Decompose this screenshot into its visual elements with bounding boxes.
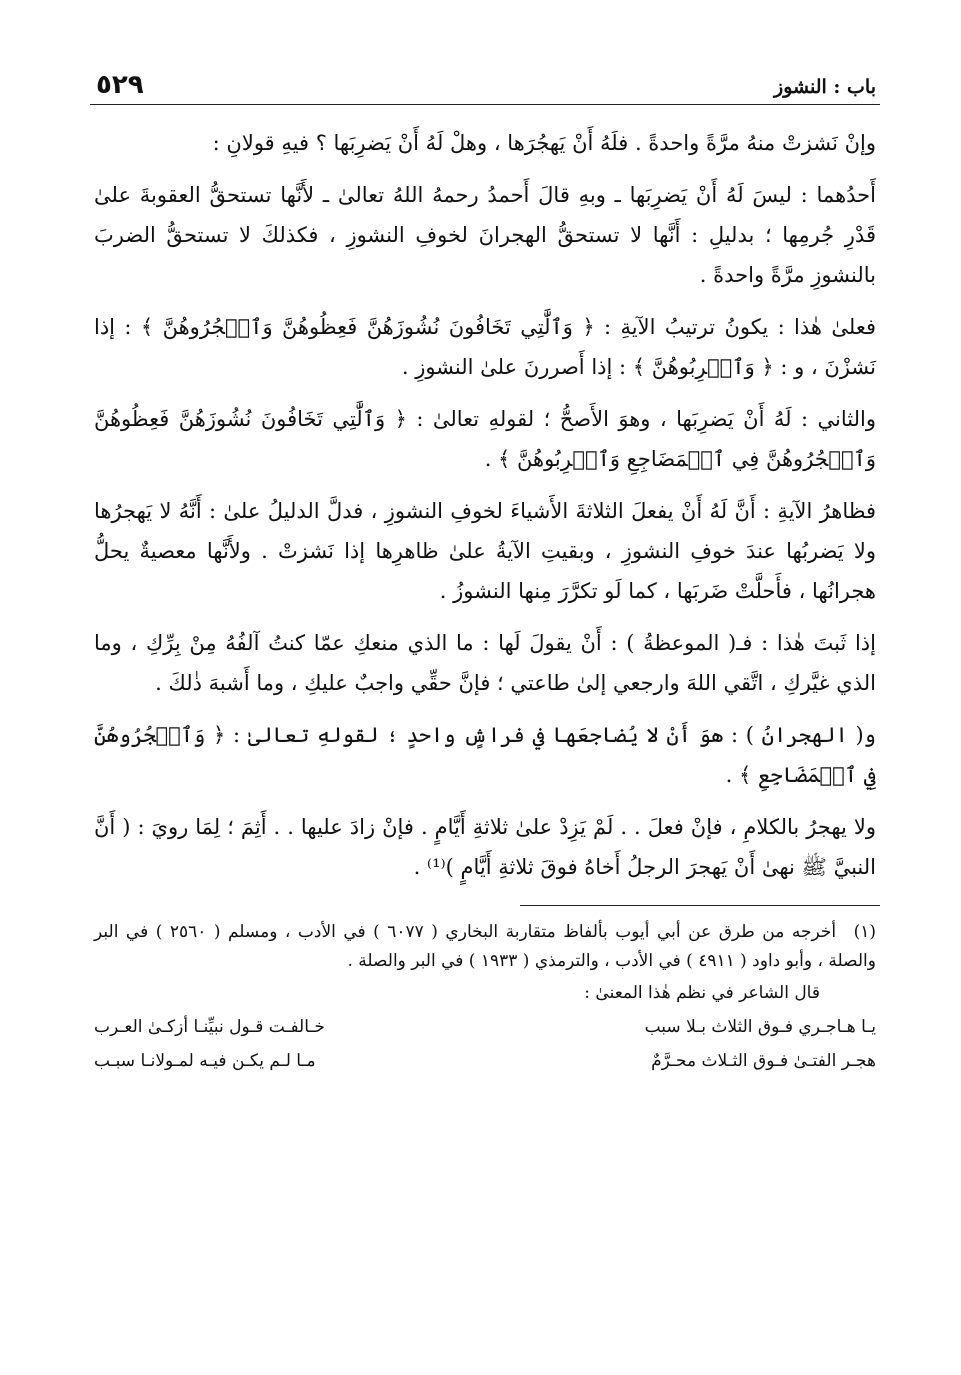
footnote bbox=[90, 918, 880, 976]
verse-second-hemistich: مـا لـم يكـن فيـه لمـولانـا سبـب bbox=[94, 1051, 316, 1071]
verse-first-hemistich: يـا هـاجـري فـوق الثلاث بـلا سبب bbox=[644, 1017, 876, 1037]
paragraph: إذا ثَبتَ هٰذا : فـ( الموعظةُ ) : أَنْ يقولَ لَها : ما الذي منعكِ عمّا كنتُ آلفُهُ مِنْ بِرِّكِ ، وما الذي غيَّركِ ، اتَّقي اللهَ وارجعي إلىٰ طاعتي ؛ فإنَّ حقِّي واجبٌ عليكِ ، وما أَشبهَ ذٰلكَ . bbox=[94, 631, 876, 695]
poem bbox=[90, 1010, 880, 1078]
footnote-text: أخرجه من طرق عن أبي أيوب بألفاظ متقاربة البخاري ( ٦٠٧٧ ) في الأدب ، ومسلم ( ٢٥٦٠ ) في البر والصلة ، وأبو داود ( ٤٩١١ ) في الأدب ، والترمذي ( ١٩٣٣ ) في البر والصلة . bbox=[94, 922, 876, 971]
paragraph: فظاهرُ الآيةِ : أَنَّ لَهُ أَنْ يفعلَ الثلاثةَ الأَشياءَ لخوفِ النشوزِ ، فدلَّ الدليلُ علىٰ : أَنَّهُ لا يَهجرُها ولا يَضربُها عندَ خوفِ النشوزِ ، وبقيتِ الآيةُ علىٰ ظاهرِها إذا نَشزتْ . ولأَنَّها معصيةٌ يحلُّ هجرانُها ، فأَحلَّتْ ضَربَها ، كما لَو تكرَّرَ مِنها النشوزُ . bbox=[94, 499, 876, 603]
main-text bbox=[90, 123, 880, 887]
paragraph: والثاني : لَهُ أَنْ يَضرِبَها ، وهوَ الأَصحُّ ؛ لقولهِ تعالىٰ : ﴿ وَٱلَّٰتِي تَخَافُونَ نُشُوزَهُنَّ فَعِظُوهُنَّ وَٱهۡجُرُوهُنَّ فِي ٱلۡمَضَاجِعِ وَٱضۡرِبُوهُنَّ ﴾ . bbox=[94, 407, 876, 471]
book-page bbox=[90, 60, 880, 1078]
paragraph: فعلىٰ هٰذا : يكونُ ترتيبُ الآيةِ : ﴿ وَٱلَّٰتِي تَخَافُونَ نُشُوزَهُنَّ فَعِظُوهُنَّ وَٱهۡجُرُوهُنَّ ﴾ : إذا نَشزْنَ ، و : ﴿ وَٱضۡرِبُوهُنَّ ﴾ : إذا أَصررنَ علىٰ النشوزِ . bbox=[94, 315, 876, 379]
footnote-number: (١) bbox=[853, 922, 876, 942]
page-header bbox=[90, 60, 880, 105]
footnotes bbox=[90, 918, 880, 1078]
paragraph: أَحدُهما : ليسَ لَهُ أَنْ يَضرِبَها ـ وبهِ قالَ أَحمدُ رحمهُ اللهُ تعالىٰ ـ لأَنَّها تستحقُّ العقوبةَ علىٰ قَدْرِ جُرمِها ؛ بدليلِ : أَنَّها لا تستحقُّ الهجرانَ لخوفِ النشوزِ ، فكذلكَ لا تستحقُّ الضربَ بالنشوزِ مرَّةً واحدةً . bbox=[94, 183, 876, 287]
poem-intro: قال الشاعر في نظم هٰذا المعنىٰ : bbox=[584, 983, 820, 1003]
verse bbox=[90, 1044, 880, 1078]
paragraph: ولا يهجرُ بالكلامِ ، فإنْ فعلَ . . لَمْ يَزِدْ علىٰ ثلاثةِ أَيَّامٍ . فإنْ زادَ عليها . . أَثِمَ ؛ لِمَا رويَ : ( أَنَّ النبيَّ ﷺ نهىٰ أَنْ يَهجرَ الرجلُ أَخاهُ فوقَ ثلاثةِ أَيَّامٍ )⁽¹⁾ . bbox=[94, 815, 876, 879]
verse-first-hemistich: هجـر الفتـىٰ فـوق الثـلاث محـرَّمٌ bbox=[651, 1051, 876, 1071]
page-number: ٥٢٩ bbox=[96, 70, 144, 100]
paragraph: وإنْ نَشزتْ منهُ مرَّةً واحدةً . فلَهُ أَنْ يَهجُرَها ، وهلْ لَهُ أَنْ يَضرِبَها ؟ فيهِ قولانِ : bbox=[212, 131, 876, 155]
verse bbox=[90, 1010, 880, 1044]
paragraph: و( الهجرانُ ) : هوَ أَنْ لا يُضاجعَها في فراشٍ واحدٍ ؛ لقولهِ تعالىٰ : ﴿ وَٱهۡجُرُوهُنَّ فِي ٱلۡمَضَاجِعِ ﴾ . bbox=[94, 723, 876, 787]
footnote-divider bbox=[520, 905, 880, 906]
verse-second-hemistich: خـالفـت قـول نبيِّنـا أزكـىٰ العـرب bbox=[94, 1017, 325, 1037]
chapter-title: باب : النشوز bbox=[774, 76, 876, 98]
